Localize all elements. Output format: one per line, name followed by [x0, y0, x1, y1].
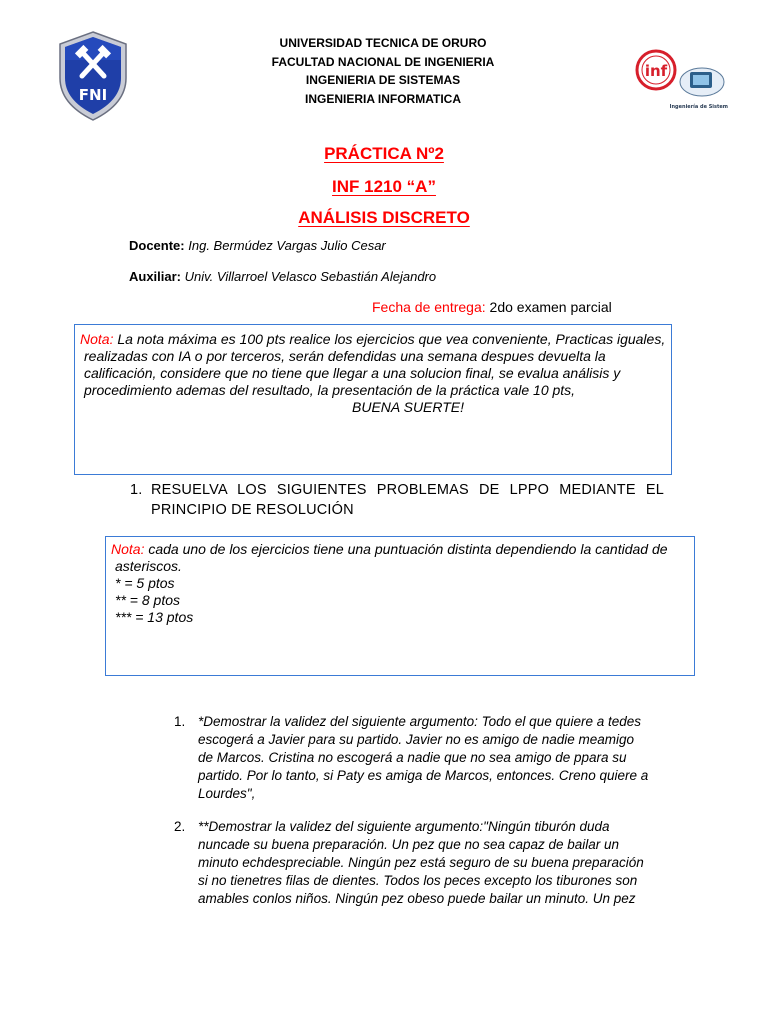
nota-2-line-1: cada uno de los ejercicios tiene una puntuación distinta dependiendo la cantidad de — [148, 541, 668, 557]
points-two-stars: ** = 8 ptos — [115, 592, 180, 608]
problem-1-number: 1. — [174, 714, 186, 729]
problem-1-line: *Demostrar la validez del siguiente argumento: Todo el que quiere a tedes — [198, 714, 642, 729]
docente-label: Docente: — [129, 238, 185, 253]
nota-2-line-2: asteriscos. — [115, 558, 182, 574]
problem-1 — [174, 713, 674, 803]
points-one-star: * = 5 ptos — [115, 575, 175, 591]
problem-2 — [174, 818, 674, 908]
nota-box-2-text — [111, 541, 691, 626]
problem-2-line: minuto echdespreciable. Ningún pez está seguro de su buena preparación — [198, 855, 644, 870]
buena-suerte: BUENA SUERTE! — [352, 399, 465, 415]
inf-logo-caption: Ingeniería de Sistemas — [669, 104, 728, 110]
nota-1-label: Nota: — [80, 331, 114, 347]
section-1-number: 1. — [130, 482, 143, 498]
problem-1-line: partido. Por lo tanto, si Paty es amiga de Marcos, entonces. Creno quiere a — [198, 768, 649, 783]
auxiliar-label: Auxiliar: — [129, 269, 182, 284]
nota-1-line-1: La nota máxima es 100 pts realice los ejercicios que vea conveniente, Practicas iguales, — [117, 331, 666, 347]
problem-1-line: de Marcos. Cristina no escogerá a nadie que no sea amigo de ppara su — [198, 750, 627, 765]
career-informatics: INGENIERIA INFORMATICA — [305, 91, 461, 106]
nota-1-line-3: calificación, considere que no tiene que llegar a una solucion final, se evalua análisis y — [84, 365, 621, 381]
faculty-name: FACULTAD NACIONAL DE INGENIERIA — [271, 54, 495, 69]
problem-2-line: si no tienetres filas de dientes. Todos los peces excepto los tiburones son — [198, 873, 638, 888]
subject-title: ANÁLISIS DISCRETO — [298, 208, 470, 227]
section-1-heading — [130, 480, 664, 520]
fni-logo — [56, 30, 130, 122]
inf-logo — [632, 48, 728, 114]
fecha-line — [372, 299, 612, 315]
docente-name: Ing. Bermúdez Vargas Julio Cesar — [188, 238, 386, 253]
practice-title: PRÁCTICA Nº2 — [324, 144, 444, 163]
problem-2-line: **Demostrar la validez del siguiente argumento:"Ningún tiburón duda — [198, 819, 610, 834]
inf-logo-text: inf — [644, 62, 668, 80]
problem-1-line: escogerá a Javier para su partido. Javier no es amigo de nadie meamigo — [198, 732, 634, 747]
problem-2-number: 2. — [174, 819, 186, 834]
docente-line — [129, 238, 386, 253]
section-1-text: RESUELVA LOS SIGUIENTES PROBLEMAS DE LPPO MEDIANTE EL PRINCIPIO DE RESOLUCIÓN — [151, 482, 664, 518]
problem-2-line: nuncade su buena preparación. Un pez que no sea capaz de bailar un — [198, 837, 620, 852]
problem-1-line: Lourdes", — [198, 786, 256, 801]
auxiliar-line — [129, 269, 436, 284]
career-systems: INGENIERIA DE SISTEMAS — [305, 73, 461, 87]
nota-2-label: Nota: — [111, 541, 145, 557]
fecha-value: 2do examen parcial — [489, 299, 612, 315]
nota-1-line-4: procedimiento ademas del resultado, la presentación de la práctica vale 10 pts, — [84, 382, 576, 398]
fni-logo-text: FNI — [78, 86, 108, 104]
points-three-stars: *** = 13 ptos — [115, 609, 194, 625]
problem-2-line: amables conlos niños. Ningún pez obeso puede bailar un minuto. Un pez — [198, 891, 636, 906]
nota-1-line-2: realizadas con IA o por terceros, serán defendidas una semana despues devuelta la — [84, 348, 606, 364]
course-title: INF 1210 “A” — [332, 177, 436, 196]
university-name: UNIVERSIDAD TECNICA DE ORURO — [279, 36, 487, 50]
nota-box-1-text — [80, 331, 670, 416]
auxiliar-name: Univ. Villarroel Velasco Sebastián Alejandro — [184, 269, 437, 284]
header-block — [200, 34, 566, 108]
fecha-label: Fecha de entrega: — [372, 299, 486, 315]
